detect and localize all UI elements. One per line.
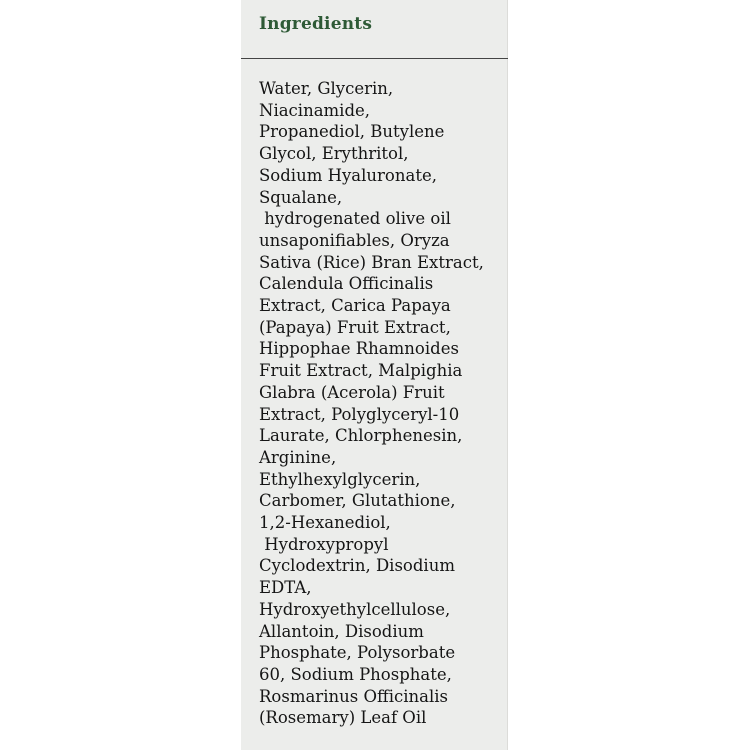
ingredients-panel bbox=[241, 0, 508, 750]
ingredients-list-text: Water, Glycerin, Niacinamide, Propanediol, Butylene Glycol, Erythritol, Sodium Hyaluronate, Squalane, hydrogenated olive oil unsaponifiables, Oryza Sativa (Rice) Bran Extract, Calendula Officinalis Extract, Carica Papaya (Papaya) Fruit Extract, Hippophae Rhamnoides Fruit Extract, Malpighia Glabra (Acerola) Fruit Extract, Polyglyceryl-10 Laurate, Chlorphenesin, Arginine, Ethylhexylglycerin, Carbomer, Glutathione, 1,2-Hexanediol, Hydroxypropyl Cyclodextrin, Disodium EDTA, Hydroxyethylcellulose, Allantoin, Disodium Phosphate, Polysorbate 60, Sodium Phosphate, Rosmarinus Officinalis (Rosemary) Leaf Oil bbox=[259, 79, 484, 728]
ingredients-heading: Ingredients bbox=[259, 14, 373, 34]
heading-divider bbox=[241, 58, 508, 59]
